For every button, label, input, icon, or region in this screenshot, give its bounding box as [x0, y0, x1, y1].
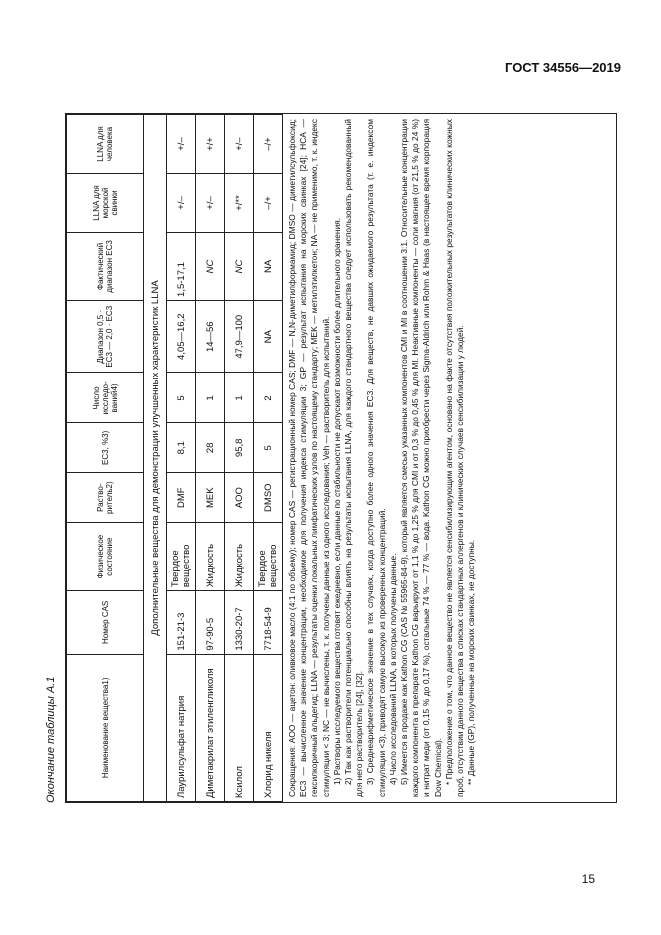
- col-header-state: Физическое состояние: [67, 523, 144, 591]
- table-row: [167, 115, 196, 802]
- table-cell: 2: [254, 373, 283, 423]
- col-header-substance: Наименование вещества1): [67, 654, 144, 801]
- table-cell: NA: [254, 300, 283, 373]
- footnote: * Предположение о том, что данное вещество не является сенсибилизирующим агентом, основано на факте отсутствия положительных результатов клинических кожных проб, отсутствии данного вещества в списках стандартных аллергенов и клинических случаев сенсибилизации у людей.: [443, 119, 466, 797]
- table-cell: –/+: [254, 174, 283, 233]
- footnote: 4) Число исследований LLNA, в которых получены данные.: [387, 553, 398, 785]
- footnote: 3) Среднеарифметическое значение в тех случаях, когда доступно более одного значения EC3. Для веществ, не давших ожидаемого результата (т. е. индексом стимуляции <3), приводят самую высокую из проверенных концентраций.: [365, 119, 387, 797]
- rotated-table-block: [45, 113, 615, 803]
- standard-header: ГОСТ 34556—2019: [505, 60, 621, 75]
- table-row: [196, 115, 225, 802]
- table-cell: NC: [196, 232, 225, 300]
- col-header-range: Диапазон 0,5 · EC3 — 2,0 · EC3: [67, 300, 144, 373]
- table-cell: 95,8: [225, 423, 254, 473]
- table-cell: Лаурилсульфат натрия: [167, 654, 196, 801]
- table-cell: Твердое вещество: [167, 523, 196, 591]
- col-header-studies: Число исследо-ваний4): [67, 373, 144, 423]
- table-cell: Ксилол: [225, 654, 254, 801]
- table-header-row: [67, 115, 144, 802]
- table-cell: +/–: [167, 174, 196, 233]
- table-cell: 8,1: [167, 423, 196, 473]
- table-cell: +/–: [225, 115, 254, 174]
- table-cell: +/–: [196, 174, 225, 233]
- table-cell: Жидкость: [225, 523, 254, 591]
- table-cell: MEK: [196, 473, 225, 523]
- table-cell: 1: [225, 373, 254, 423]
- table-frame: [65, 113, 617, 803]
- abbreviations-note: Сокращения: AOO — ацетон: оливковое масло (4:1 по объему); номер CAS — регистрационный номер CAS; DMF — N,N-диметилформамид; DMSO — диметилсульфоксид; EC3 — вычисленное значение концентрации, необходимое для получения индекса стимуляции 3; GP — результат испытания на морских свинках [24]; HCA — гексилкоричный альдегид; LLNA — результаты оценки локальных лимфатических узлов по настоящему стандарту; MEK — метилэтилкетон; NA — не применимо, т. к. индекс стимуляции < 3; NC — не вычислены, т. к. получены данные из одного исследования; Veh — растворитель для испытаний.: [287, 119, 331, 797]
- section-title: Дополнительные вещества для демонстрации улучшенных характеристик LLNA: [144, 115, 167, 802]
- table-cell: +/–: [167, 115, 196, 174]
- table-cell: NC: [225, 232, 254, 300]
- table-cell: 14—56: [196, 300, 225, 373]
- col-header-ec3: EC3, %3): [67, 423, 144, 473]
- table-cell: 5: [167, 373, 196, 423]
- table-cell: 1: [196, 373, 225, 423]
- table-cell: Твердое вещество: [254, 523, 283, 591]
- table-cell: 1330-20-7: [225, 591, 254, 654]
- table-cell: –/+: [254, 115, 283, 174]
- table-cell: 47,9—100: [225, 300, 254, 373]
- table-section-row: [144, 115, 167, 802]
- table-cell: DMF: [167, 473, 196, 523]
- footnote: 1) Растворы исследуемого вещества готовят ежедневно, если данные по стабильности не допускают возможности более длительного хранения.: [331, 217, 342, 785]
- table-cell: 4,05—16,2: [167, 300, 196, 373]
- page-number: 15: [581, 872, 595, 886]
- table-cell: 7718-54-9: [254, 591, 283, 654]
- table-cell: 151-21-3: [167, 591, 196, 654]
- col-header-solvent: Раство-ритель2): [67, 473, 144, 523]
- col-header-cas: Номер CAS: [67, 591, 144, 654]
- table-row: [225, 115, 254, 802]
- col-header-llna-human: LLNA для человека: [67, 115, 144, 174]
- table-caption: Окончание таблицы А.1: [45, 676, 57, 803]
- table-cell: 28: [196, 423, 225, 473]
- table-cell: Хлорид никеля: [254, 654, 283, 801]
- col-header-actual-range: Фактический диапазон EC3: [67, 232, 144, 300]
- table-notes: [283, 114, 481, 802]
- table-row: [254, 115, 283, 802]
- table-cell: 5: [254, 423, 283, 473]
- table-cell: 1,5-17,1: [167, 232, 196, 300]
- table-cell: 97-90-5: [196, 591, 225, 654]
- table-cell: DMSO: [254, 473, 283, 523]
- table-cell: Диметакрилат этиленгликоля: [196, 654, 225, 801]
- table-cell: Жидкость: [196, 523, 225, 591]
- substances-table: [66, 114, 283, 802]
- table-cell: NA: [254, 232, 283, 300]
- col-header-llna-guinea-pig: LLNA для морской свинки: [67, 174, 144, 233]
- footnote: ** Данные (GP), полученные на морских свинках, не доступны.: [466, 539, 477, 785]
- table-cell: +/**: [225, 174, 254, 233]
- table-cell: AOO: [225, 473, 254, 523]
- footnote: 2) Так как растворители потенциально способны влиять на результаты испытания LLNA, для каждого стандартного вещества следует использовать рекомендованный для него растворитель [24], [32].: [343, 119, 365, 797]
- footnote: 5) Имеется в продаже как Kathon CG (CAS № 55965-84-9), который является смесью указанных компонентов CMI и MI в соотношении 3:1. Относительные концентрации каждого компонента в препарате Kathon CG варьируют от 1,1 % до 1,25 % для CMI и от 0,3 % до 0,45 % для MI. Неактивные компоненты — соли магния (от 21,5 % до 24 %) и нитрат меди (от 0,15 % до 0,17 %), остальные 74 % — 77 % — вода. Kathon CG можно приобрести через Sigma-Aldrich или Rohm & Haas (в настоящее время корпорация Dow Chemical).: [399, 119, 443, 797]
- table-cell: +/+: [196, 115, 225, 174]
